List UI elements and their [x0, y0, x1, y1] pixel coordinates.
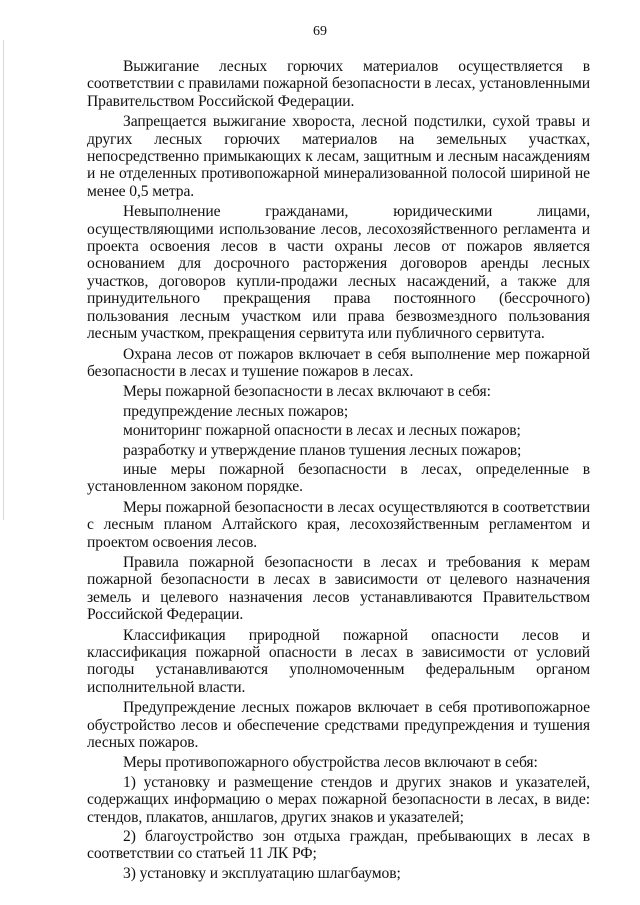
list-item-barriers: 3) установку и эксплуатацию шлагбаумов;: [123, 864, 401, 882]
paragraph-burning-prohibition: Запрещается выжигание хвороста, лесной подстилки, сухой травы и других лесных горючих материалов на земельных участках, непосредственно примыкающих к лесам, защитным и лесным насаждениям и не отделенных противопожарной минерализованной полосой шириной не менее 0,5 метра.: [87, 113, 590, 200]
list-item-rest-zones: 2) благоустройство зон отдыха граждан, пребывающих в лесах в соответствии со статьей 11 ЛК РФ;: [87, 828, 590, 863]
paragraph-measures-basis: Меры пожарной безопасности в лесах осуществляются в соответствии с лесным планом Алтайского края, лесохозяйственным регламентом и проектом освоения лесов.: [87, 498, 590, 551]
paragraph-classification: Классификация природной пожарной опасности лесов и классификация пожарной опасности в лесах в зависимости от условий погоды устанавливаются уполномоченным федеральным органом исполнительной власти.: [87, 626, 590, 696]
paragraph-noncompliance: Невыполнение гражданами, юридическими лицами, осуществляющими использование лесов, лесохозяйственного регламента и проекта освоения лесов в части охраны лесов от пожаров является основанием для досрочного расторжения договоров аренды лесных участков, договоров купли-продажи лесных насаждений, а также для принудительного прекращения права постоянного (бессрочного) пользования лесным участком или права безвозмездного пользования лесным участком, прекращения сервитута или публичного сервитута.: [87, 203, 590, 343]
paragraph-fire-protection: Охрана лесов от пожаров включает в себя выполнение мер пожарной безопасности в лесах и тушение пожаров в лесах.: [87, 345, 590, 380]
list-item-signs: 1) установку и размещение стендов и других знаков и указателей, содержащих информацию о мерах пожарной безопасности в лесах, в виде: стендов, плакатов, аншлагов, других знаков и указателей;: [87, 773, 590, 826]
paragraph-prevention-scope: Предупреждение лесных пожаров включает в себя противопожарное обустройство лесов и обеспечение средствами предупреждения и тушения лесных пожаров.: [87, 699, 590, 752]
page-number: 69: [313, 24, 327, 39]
list-item-prevention: предупреждение лесных пожаров;: [123, 402, 349, 420]
paragraph-safety-measures-intro: Меры пожарной безопасности в лесах включают в себя:: [123, 383, 491, 401]
scan-edge-line: [3, 40, 4, 520]
list-item-other-measures: иные меры пожарной безопасности в лесах, определенные в установленном законом порядке.: [87, 460, 590, 496]
paragraph-safety-rules: Правила пожарной безопасности в лесах и требования к мерам пожарной безопасности в лесах в зависимости от целевого назначения земель и целевого назначения лесов устанавливаются Правительством Российской Федерации.: [87, 553, 590, 624]
list-item-monitoring: мониторинг пожарной опасности в лесах и лесных пожаров;: [123, 422, 521, 440]
paragraph-arrangement-intro: Меры противопожарного обустройства лесов включают в себя:: [123, 754, 538, 772]
document-body: [87, 58, 590, 884]
paragraph-burning-rules: Выжигание лесных горючих материалов осуществляется в соответствии с правилами пожарной безопасности в лесах, установленными Правительством Российской Федерации.: [87, 58, 590, 110]
list-item-plans: разработку и утверждение планов тушения лесных пожаров;: [123, 441, 522, 459]
